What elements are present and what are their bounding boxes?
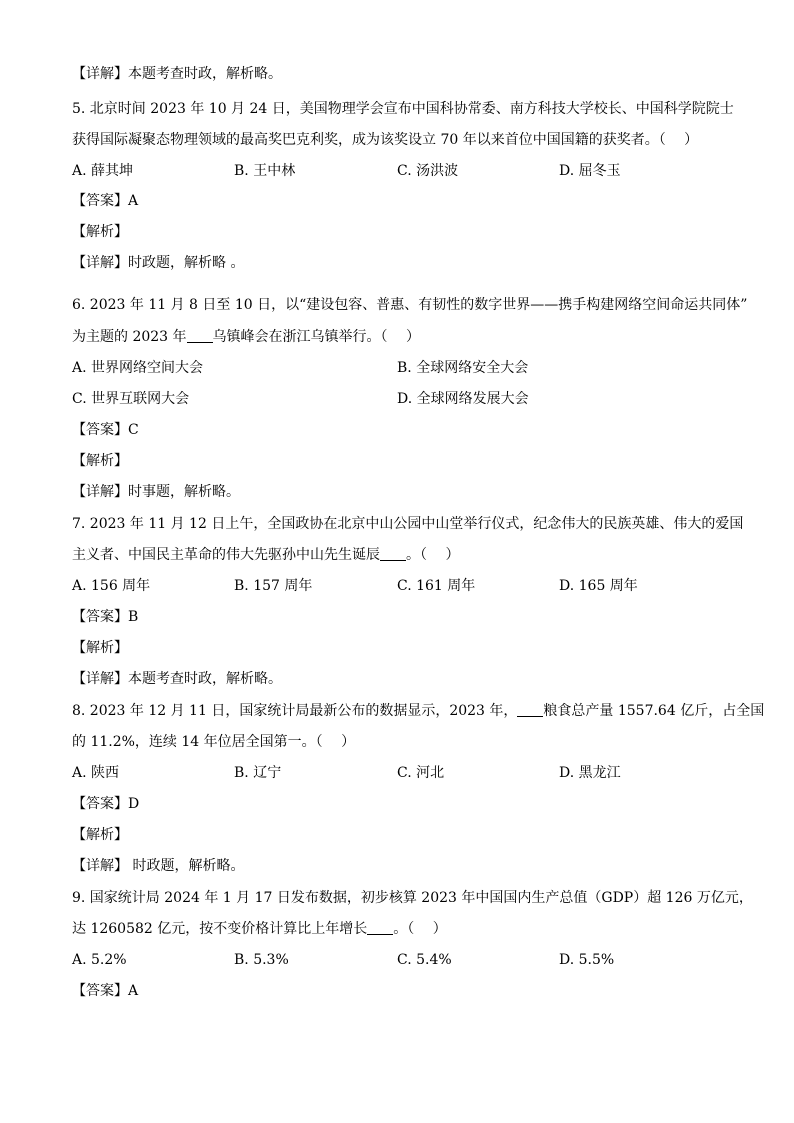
explanation-detail: 【详解】本题考查时政，解析略。 (72, 66, 282, 82)
question-5-option-a: A. 薛其坤 (72, 163, 134, 179)
question-8-text-before-blank: 8. 2023 年 12 月 11 日，国家统计局最新公布的数据显示，2023 年， (72, 703, 518, 719)
question-5-option-b: B. 王中林 (234, 163, 296, 179)
question-7-text-line-1: 7. 2023 年 11 月 12 日上午，全国政协在北京中山公园中山堂举行仪式，纪念伟大的民族英雄、伟大的爱国 (72, 516, 744, 532)
question-8-analysis-label: 【解析】 (72, 827, 128, 843)
answer-blank (517, 702, 543, 717)
question-6-text-after-blank: 乌镇峰会在浙江乌镇举行。（ ） (212, 329, 420, 345)
question-7-text-line-2 (72, 545, 459, 565)
question-6-option-a: A. 世界网络空间大会 (72, 360, 204, 376)
question-6-text-before-blank: 为主题的 2023 年 (72, 329, 187, 345)
question-8-option-a: A. 陕西 (72, 765, 120, 781)
question-6-option-d: D. 全球网络发展大会 (397, 391, 529, 407)
question-5-answer: 【答案】A (72, 193, 139, 209)
question-9-option-d: D. 5.5% (559, 952, 615, 968)
question-9-option-c: C. 5.4% (397, 952, 452, 968)
question-6-option-b: B. 全球网络安全大会 (397, 360, 529, 376)
question-6-text-line-1: 6. 2023 年 11 月 8 日至 10 日，以“建设包容、普惠、有韧性的数字世界——携手构建网络空间命运共同体” (72, 297, 748, 313)
question-6-option-c: C. 世界互联网大会 (72, 391, 190, 407)
question-6-text-line-2 (72, 327, 420, 347)
question-6-analysis-label: 【解析】 (72, 453, 128, 469)
question-8-option-d: D. 黑龙江 (559, 765, 621, 781)
question-6-detail: 【详解】时事题，解析略。 (72, 484, 240, 500)
answer-blank (380, 546, 406, 561)
question-9-option-a: A. 5.2% (72, 952, 127, 968)
question-7-text-after-blank: 。（ ） (406, 547, 460, 563)
answer-blank (187, 328, 213, 343)
question-9-text-before-blank: 达 1260582 亿元，按不变价格计算比上年增长 (72, 921, 368, 937)
question-5-option-d: D. 屈冬玉 (559, 163, 621, 179)
question-7-option-b: B. 157 周年 (234, 578, 313, 594)
answer-blank (367, 920, 393, 935)
question-8-text-after-blank: 粮食总产量 1557.64 亿斤，占全国 (543, 703, 765, 719)
question-8-text-line-1 (72, 701, 764, 721)
question-5-detail: 【详解】时政题，解析略 。 (72, 255, 245, 271)
question-5-text-line-2: 获得国际凝聚态物理领域的最高奖巴克利奖，成为该奖设立 70 年以来首位中国国籍的获奖者。（ ） (72, 132, 699, 148)
question-5-analysis-label: 【解析】 (72, 224, 128, 240)
question-5-text-line-1: 5. 北京时间 2023 年 10 月 24 日，美国物理学会宣布中国科协常委、南方科技大学校长、中国科学院院士 (72, 101, 734, 117)
question-9-text-line-2 (72, 919, 447, 939)
question-8-text-line-2: 的 11.2%，连续 14 年位居全国第一。（ ） (72, 734, 356, 750)
question-9-option-b: B. 5.3% (234, 952, 289, 968)
question-8-option-c: C. 河北 (397, 765, 445, 781)
question-9-text-after-blank: 。（ ） (393, 921, 447, 937)
question-7-text-before-blank: 主义者、中国民主革命的伟大先驱孙中山先生诞辰 (72, 547, 380, 563)
question-7-analysis-label: 【解析】 (72, 640, 128, 656)
question-8-answer: 【答案】D (72, 796, 140, 812)
question-8-detail: 【详解】 时政题，解析略。 (72, 858, 245, 874)
question-5-option-c: C. 汤洪波 (397, 163, 459, 179)
question-7-option-a: A. 156 周年 (72, 578, 151, 594)
question-6-answer: 【答案】C (72, 422, 139, 438)
question-7-answer: 【答案】B (72, 609, 139, 625)
question-7-option-d: D. 165 周年 (559, 578, 638, 594)
question-9-text-line-1: 9. 国家统计局 2024 年 1 月 17 日发布数据，初步核算 2023 年中国国内生产总值（GDP）超 126 万亿元， (72, 890, 753, 906)
question-9-answer: 【答案】A (72, 983, 139, 999)
question-7-detail: 【详解】本题考查时政，解析略。 (72, 671, 282, 687)
question-7-option-c: C. 161 周年 (397, 578, 476, 594)
question-8-option-b: B. 辽宁 (234, 765, 282, 781)
